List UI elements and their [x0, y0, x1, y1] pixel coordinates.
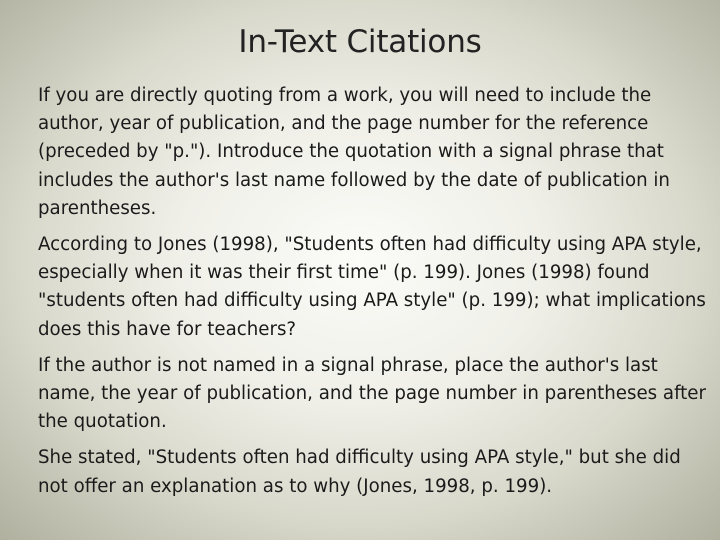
paragraph-parenthetical-rule: If the author is not named in a signal phrase, place the author's last name, the year of publication, and the page number in parentheses after the quotation. [38, 354, 706, 433]
paragraph-direct-quote-rule: If you are directly quoting from a work, you will need to include the author, year of publication, and the page number for the reference (preceded by "p."). Introduce the quotation with a signal phrase that includes the author's last name followed by the date of publication in parentheses. [38, 85, 670, 219]
paragraph-jones-example: According to Jones (1998), "Students often had difficulty using APA style, especially when it was their first time" (p. 199). Jones (1998) found "students often had difficulty using APA style" (p. 199); what implications does this have for teachers? [38, 234, 706, 340]
slide-body [38, 82, 710, 501]
slide-title: In-Text Citations [238, 24, 482, 60]
paragraph-parenthetical-example: She stated, "Students often had difficulty using APA style," but she did not offer an explanation as to why (Jones, 1998, p. 199). [38, 447, 681, 497]
